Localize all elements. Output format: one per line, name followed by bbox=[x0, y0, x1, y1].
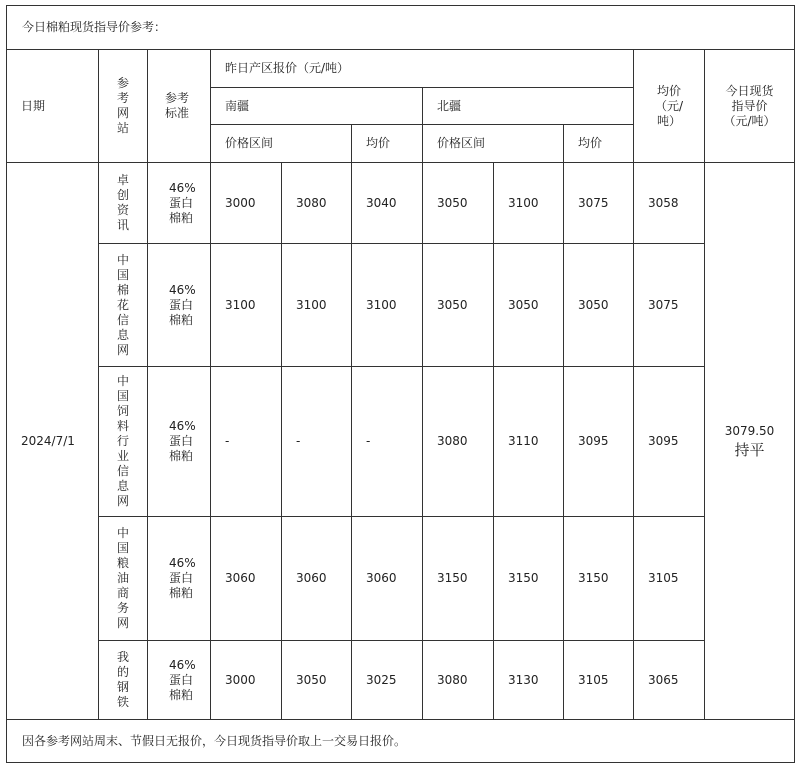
standard-cell: 46%蛋白棉粕 bbox=[148, 517, 211, 641]
south-high: 3080 bbox=[282, 163, 352, 244]
standard-cell: 46%蛋白棉粕 bbox=[148, 641, 211, 720]
north-avg: 3105 bbox=[564, 641, 634, 720]
south-avg: 3100 bbox=[352, 244, 423, 367]
avg-cell: 3075 bbox=[634, 244, 705, 367]
standard-cell: 46%蛋白棉粕 bbox=[148, 244, 211, 367]
header-date: 日期 bbox=[7, 50, 99, 163]
north-high: 3100 bbox=[494, 163, 564, 244]
header-site: 参考网站 bbox=[99, 50, 148, 163]
south-high: 3100 bbox=[282, 244, 352, 367]
north-avg: 3095 bbox=[564, 367, 634, 517]
north-low: 3080 bbox=[423, 367, 494, 517]
price-table bbox=[6, 5, 795, 763]
header-north-range: 价格区间 bbox=[423, 125, 564, 163]
south-low: 3060 bbox=[211, 517, 282, 641]
table-row bbox=[7, 244, 795, 367]
header-south: 南疆 bbox=[211, 88, 423, 125]
north-avg: 3150 bbox=[564, 517, 634, 641]
today-trend: 持平 bbox=[734, 441, 765, 459]
site-cell: 中国粮油商务网 bbox=[99, 517, 148, 641]
south-avg: 3060 bbox=[352, 517, 423, 641]
header-south-range: 价格区间 bbox=[211, 125, 352, 163]
south-high: 3060 bbox=[282, 517, 352, 641]
standard-cell: 46%蛋白棉粕 bbox=[148, 163, 211, 244]
site-cell: 中国棉花信息网 bbox=[99, 244, 148, 367]
header-north: 北疆 bbox=[423, 88, 634, 125]
south-avg: 3025 bbox=[352, 641, 423, 720]
north-low: 3150 bbox=[423, 517, 494, 641]
footnote: 因各参考网站周末、节假日无报价，今日现货指导价取上一交易日报价。 bbox=[7, 720, 795, 763]
south-low: 3000 bbox=[211, 641, 282, 720]
site-cell: 卓创资讯 bbox=[99, 163, 148, 244]
table-title: 今日棉粕现货指导价参考： bbox=[7, 6, 795, 50]
today-price-cell bbox=[705, 163, 795, 720]
header-south-avg: 均价 bbox=[352, 125, 423, 163]
avg-cell: 3065 bbox=[634, 641, 705, 720]
table-row bbox=[7, 163, 795, 244]
north-avg: 3075 bbox=[564, 163, 634, 244]
header-north-avg: 均价 bbox=[564, 125, 634, 163]
avg-cell: 3095 bbox=[634, 367, 705, 517]
avg-cell: 3058 bbox=[634, 163, 705, 244]
south-low: - bbox=[211, 367, 282, 517]
header-avg-price: 均价（元/吨） bbox=[634, 50, 705, 163]
standard-cell: 46%蛋白棉粕 bbox=[148, 367, 211, 517]
avg-cell: 3105 bbox=[634, 517, 705, 641]
header-yesterday: 昨日产区报价（元/吨） bbox=[211, 50, 634, 88]
north-high: 3050 bbox=[494, 244, 564, 367]
header-today-price: 今日现货指导价（元/吨） bbox=[705, 50, 795, 163]
table-row bbox=[7, 641, 795, 720]
north-low: 3080 bbox=[423, 641, 494, 720]
south-low: 3000 bbox=[211, 163, 282, 244]
north-low: 3050 bbox=[423, 163, 494, 244]
date-cell: 2024/7/1 bbox=[7, 163, 99, 720]
south-high: - bbox=[282, 367, 352, 517]
header-standard: 参考标准 bbox=[148, 50, 211, 163]
today-price-value: 3079.50 bbox=[724, 424, 775, 438]
north-high: 3110 bbox=[494, 367, 564, 517]
south-low: 3100 bbox=[211, 244, 282, 367]
site-cell: 中国饲料行业信息网 bbox=[99, 367, 148, 517]
table-row bbox=[7, 517, 795, 641]
north-high: 3150 bbox=[494, 517, 564, 641]
south-avg: 3040 bbox=[352, 163, 423, 244]
south-avg: - bbox=[352, 367, 423, 517]
table-row bbox=[7, 367, 795, 517]
north-avg: 3050 bbox=[564, 244, 634, 367]
site-cell: 我的钢铁 bbox=[99, 641, 148, 720]
north-low: 3050 bbox=[423, 244, 494, 367]
south-high: 3050 bbox=[282, 641, 352, 720]
north-high: 3130 bbox=[494, 641, 564, 720]
